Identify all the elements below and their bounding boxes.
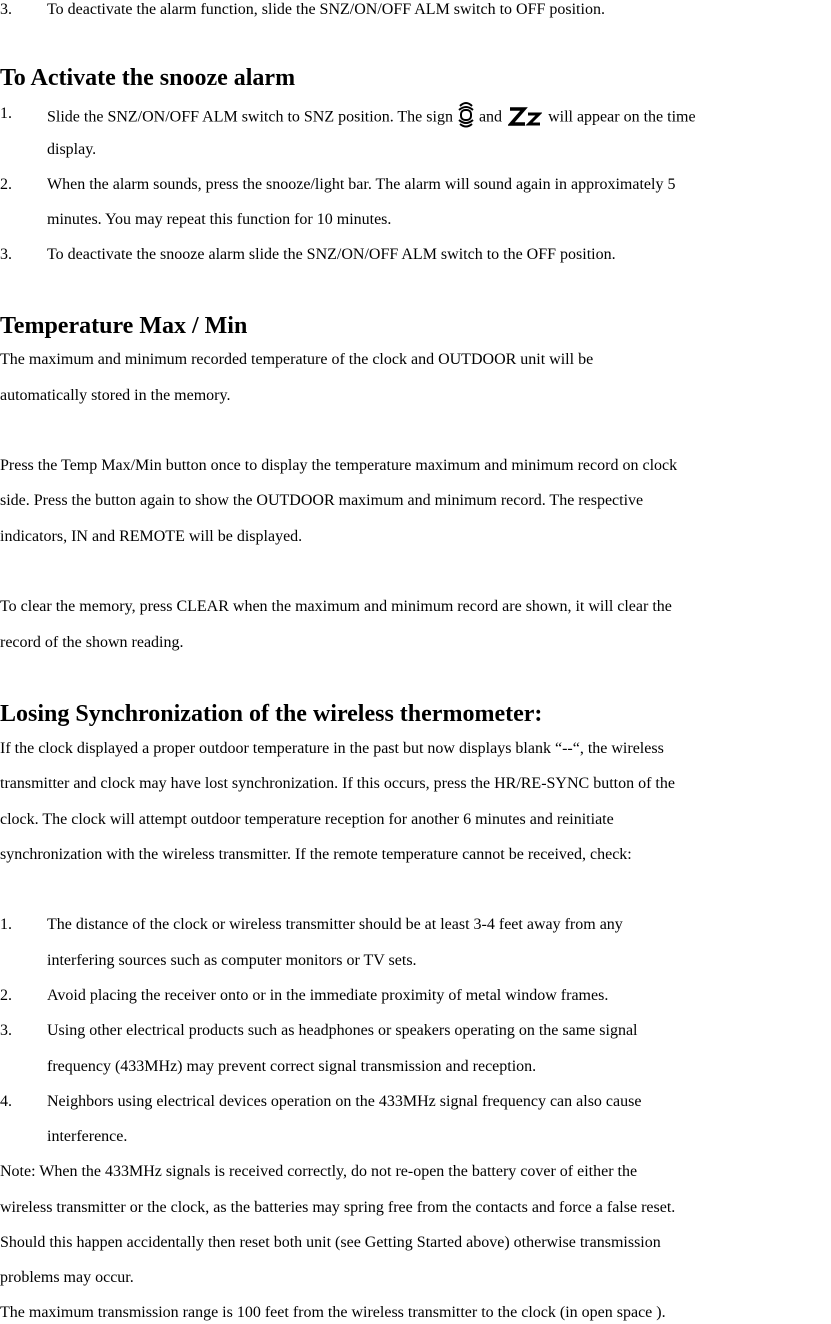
paragraph-line: record of the shown reading.: [0, 634, 184, 651]
list-number: 3.: [0, 1, 12, 18]
list-number: 2.: [0, 176, 12, 193]
alarm-bell-icon: [457, 100, 475, 128]
list-item-text: When the alarm sounds, press the snooze/light bar. The alarm will sound again in approximately 5: [47, 176, 676, 193]
list-item-text: Using other electrical products such as headphones or speakers operating on the same signal: [47, 1022, 638, 1039]
paragraph-line: Press the Temp Max/Min button once to display the temperature maximum and minimum record on clock: [0, 457, 678, 474]
list-item-text: interfering sources such as computer monitors or TV sets.: [47, 952, 417, 969]
list-item-text: Avoid placing the receiver onto or in the immediate proximity of metal window frames.: [47, 987, 609, 1004]
note-line: Should this happen accidentally then reset both unit (see Getting Started above) otherwise transmission: [0, 1234, 661, 1251]
list-item-text: To deactivate the snooze alarm slide the SNZ/ON/OFF ALM switch to the OFF position.: [47, 246, 616, 263]
list-item-text: [47, 104, 696, 132]
list-number: 1.: [0, 105, 12, 122]
list-number: 1.: [0, 916, 12, 933]
list-item-text: To deactivate the alarm function, slide the SNZ/ON/OFF ALM switch to OFF position.: [47, 1, 605, 18]
paragraph-line: synchronization with the wireless transmitter. If the remote temperature cannot be received, check:: [0, 846, 632, 863]
paragraph-line: clock. The clock will attempt outdoor temperature reception for another 6 minutes and reinitiate: [0, 811, 614, 828]
text-segment: Slide the SNZ/ON/OFF ALM switch to SNZ position. The sign: [47, 108, 453, 126]
list-item-text: interference.: [47, 1128, 128, 1145]
list-item-text: display.: [47, 141, 97, 158]
list-number: 3.: [0, 1022, 12, 1039]
paragraph-line: indicators, IN and REMOTE will be displayed.: [0, 528, 303, 545]
paragraph-line: To clear the memory, press CLEAR when the maximum and minimum record are shown, it will clear the: [0, 598, 672, 615]
section-heading-snooze: To Activate the snooze alarm: [0, 65, 296, 91]
text-segment: and: [478, 108, 503, 126]
paragraph-line: side. Press the button again to show the OUTDOOR maximum and minimum record. The respective: [0, 492, 644, 509]
note-line: Note: When the 433MHz signals is received correctly, do not re-open the battery cover of either the: [0, 1163, 638, 1180]
list-item-text: minutes. You may repeat this function for 10 minutes.: [47, 211, 392, 228]
section-heading-temperature: Temperature Max / Min: [0, 313, 248, 339]
paragraph-line: The maximum transmission range is 100 feet from the wireless transmitter to the clock (in open space ).: [0, 1304, 666, 1321]
paragraph-line: The maximum and minimum recorded temperature of the clock and OUTDOOR unit will be: [0, 351, 594, 368]
paragraph-line: automatically stored in the memory.: [0, 387, 231, 404]
note-line: wireless transmitter or the clock, as the batteries may spring free from the contacts and force a false reset.: [0, 1199, 676, 1216]
zz-snooze-icon: [508, 105, 542, 127]
paragraph-line: If the clock displayed a proper outdoor temperature in the past but now displays blank “--“, the wireless: [0, 740, 664, 757]
list-item-text: Neighbors using electrical devices operation on the 433MHz signal frequency can also cause: [47, 1093, 642, 1110]
section-heading-sync: Losing Synchronization of the wireless thermometer:: [0, 701, 543, 727]
list-number: 4.: [0, 1093, 12, 1110]
list-number: 2.: [0, 987, 12, 1004]
note-line: problems may occur.: [0, 1269, 134, 1286]
list-item-text: The distance of the clock or wireless transmitter should be at least 3-4 feet away from any: [47, 916, 623, 933]
text-segment: will appear on the time: [548, 108, 696, 126]
list-item-text: frequency (433MHz) may prevent correct signal transmission and reception.: [47, 1058, 537, 1075]
paragraph-line: transmitter and clock may have lost synchronization. If this occurs, press the HR/RE-SYNC button of the: [0, 775, 675, 792]
list-number: 3.: [0, 246, 12, 263]
